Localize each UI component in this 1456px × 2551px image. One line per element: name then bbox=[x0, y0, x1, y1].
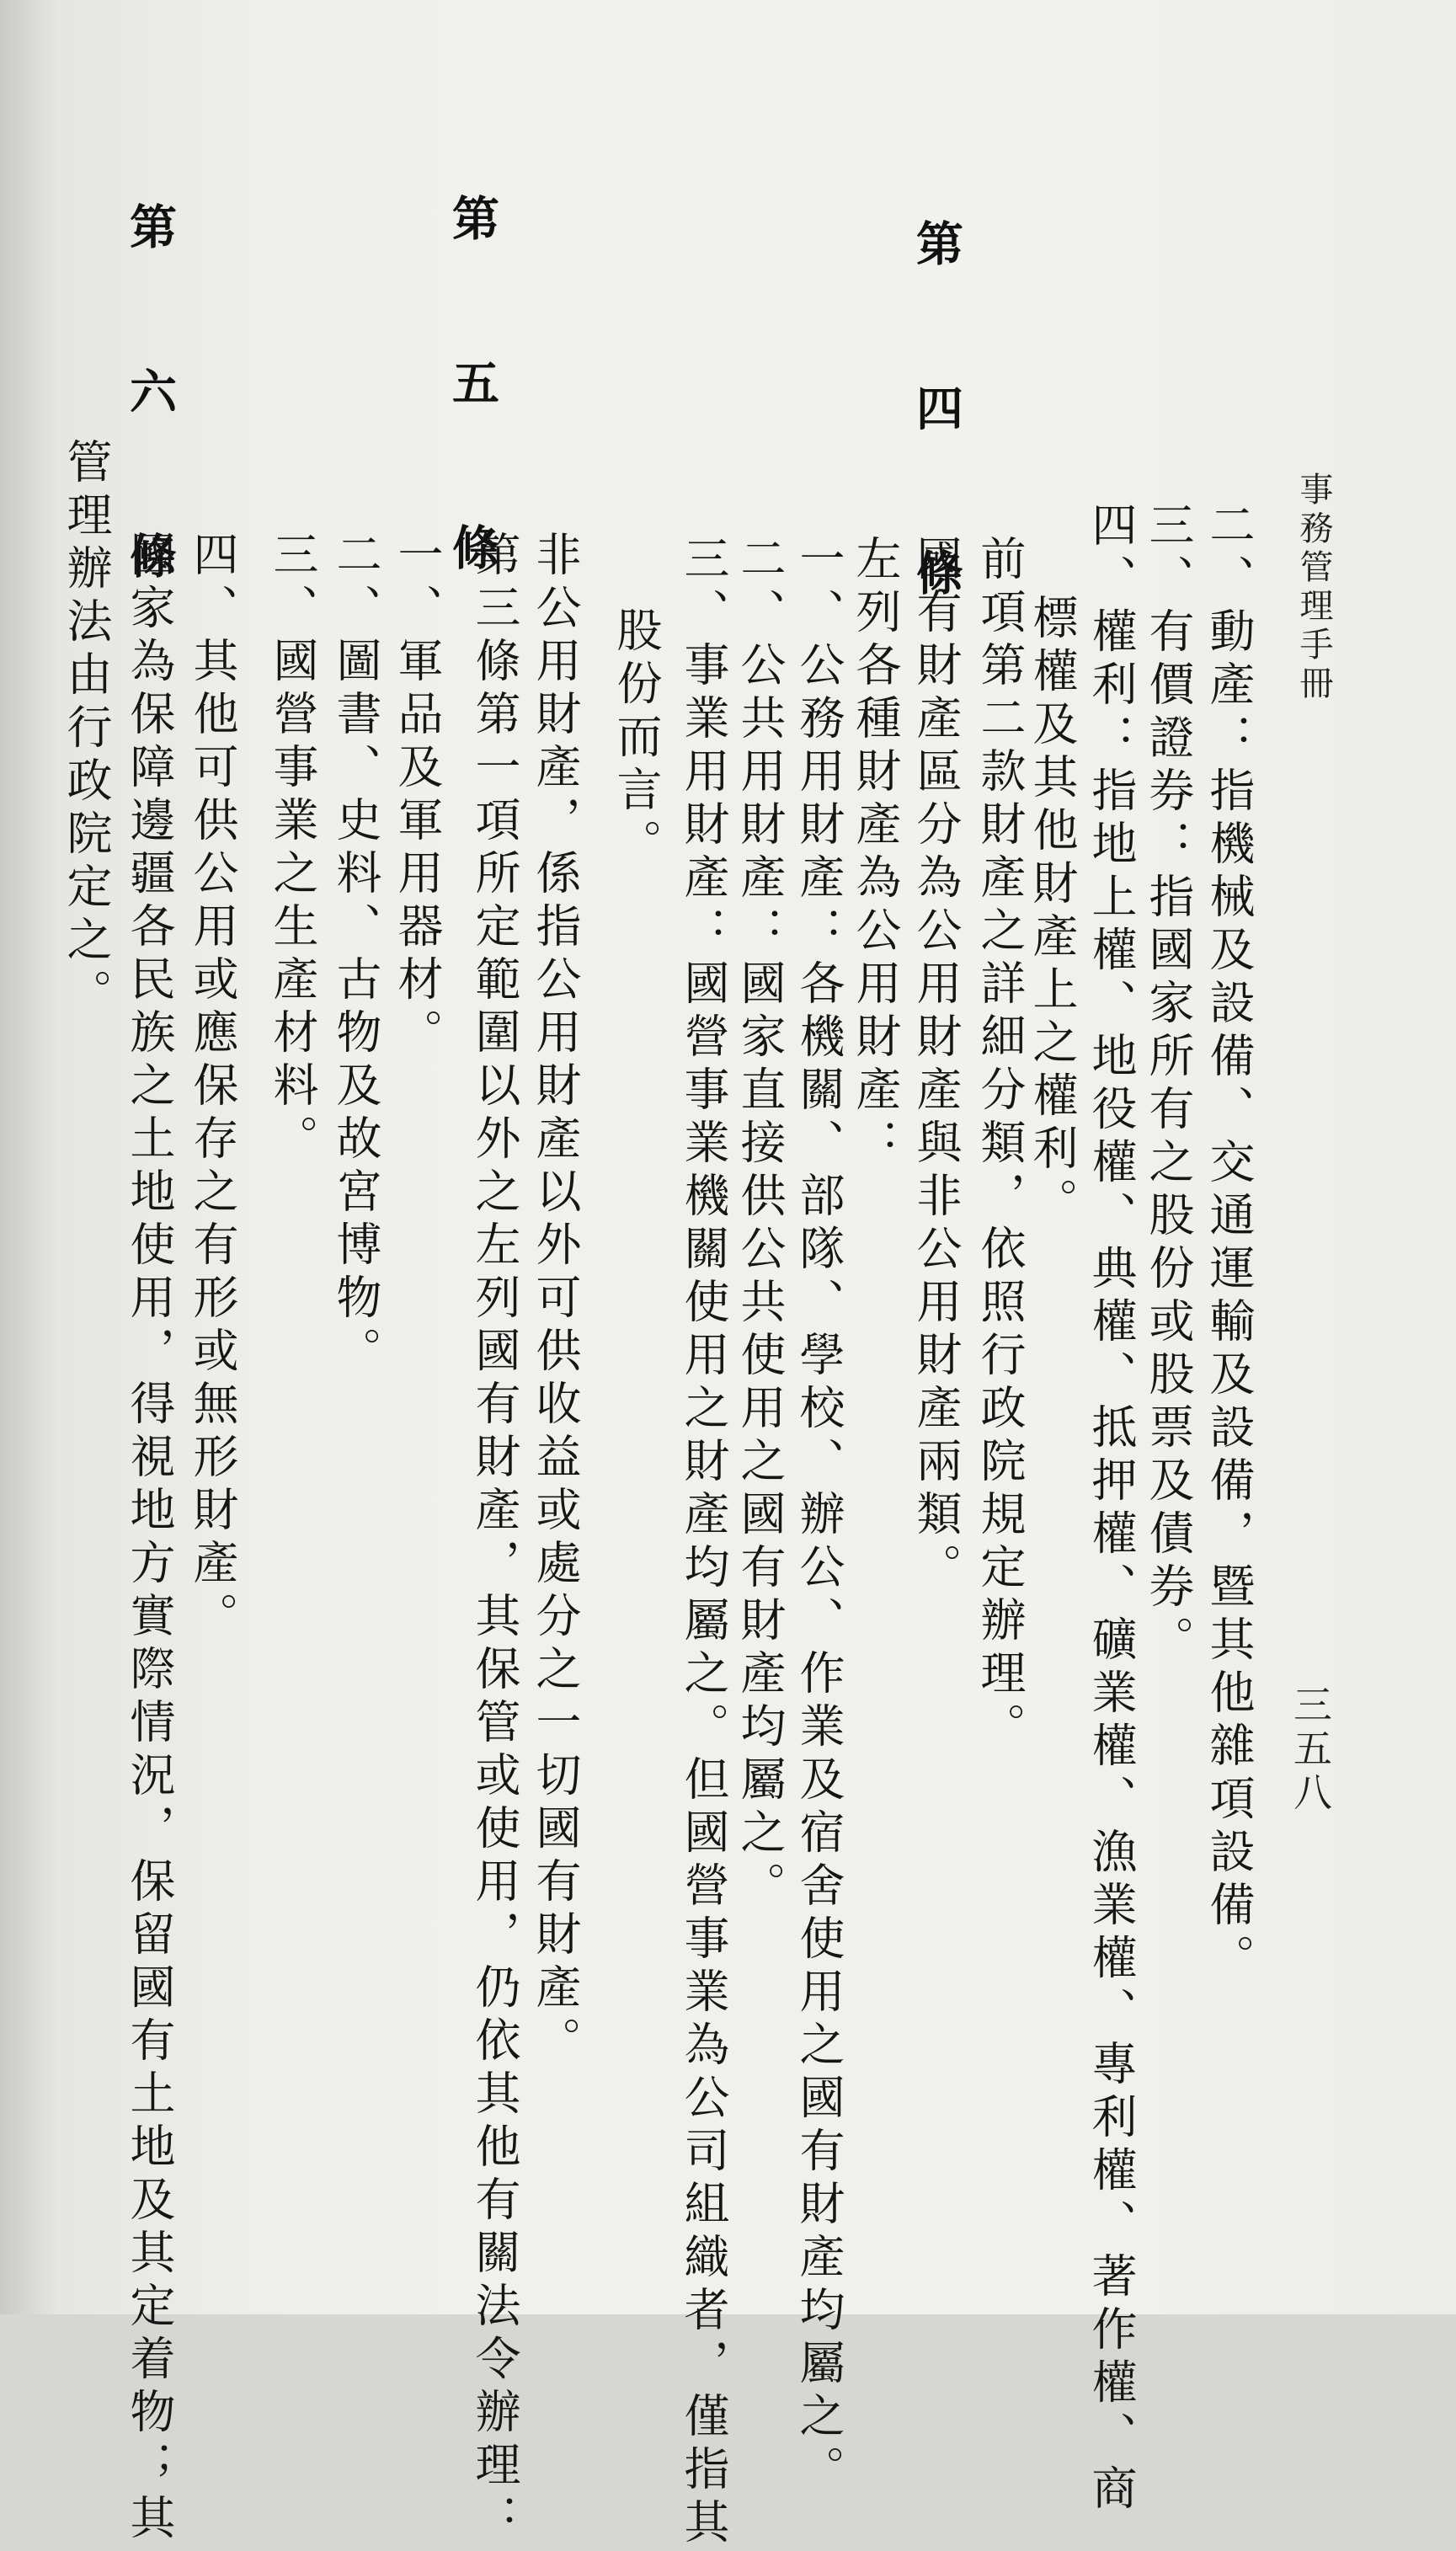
text-line-11: 股份而言。 bbox=[610, 606, 663, 872]
text-line-14: 一、軍品及軍用器材。 bbox=[391, 531, 444, 1061]
text-line-7: 左列各種財產為公用財產： bbox=[849, 535, 902, 1171]
text-line-4: 標權及其他財產上之權利。 bbox=[1026, 594, 1079, 1230]
text-line-13: 第三條第一項所定範圍以外之左列國有財產，其保管或使用，仍依其他有關法令辦理： bbox=[468, 531, 521, 2547]
article-title-5: 第 五 條 bbox=[445, 194, 500, 621]
page-number: 三五八 bbox=[1288, 1684, 1333, 1816]
text-line-9: 二、公共用財產：國家直接供公共使用之國有財產均屬之。 bbox=[733, 535, 787, 1914]
text-line-5: 前項第二款財產之詳細分類，依照行政院規定辦理。 bbox=[973, 535, 1027, 1755]
text-line-19: 管理辦法由行政院定之。 bbox=[60, 438, 113, 1022]
running-header: 事務管理手冊 bbox=[1294, 472, 1333, 704]
article-title-4: 第 四 條 bbox=[909, 219, 964, 646]
text-line-2: 三、有價證券：指國家所有之股份或股票及債券。 bbox=[1142, 501, 1195, 1668]
text-line-1: 二、動產：指機械及設備、交通運輸及設備，暨其他雜項設備。 bbox=[1203, 501, 1256, 1987]
text-line-10: 三、事業用財產：國營事業機關使用之財產均屬之。但國營事業為公司組織者，僅指其 bbox=[677, 535, 730, 2551]
article-title-6: 第 六 條 bbox=[122, 202, 178, 629]
text-line-15: 二、圖書、史料、古物及故宮博物。 bbox=[329, 531, 382, 1380]
text-line-12: 非公用財產，係指公用財產以外可供收益或處分之一切國有財產。 bbox=[529, 531, 582, 2069]
text-line-17: 四、其他可供公用或應保存之有形或無形財產。 bbox=[186, 531, 239, 1645]
text-line-18: 國家為保障邊疆各民族之土地使用，得視地方實際情況，保留國有土地及其定着物；其 bbox=[123, 531, 176, 2547]
text-line-6: 國有財產區分為公用財產與非公用財產兩類。 bbox=[909, 535, 963, 1596]
text-line-8: 一、公務用財產：各機關、部隊、學校、辦公、作業及宿舍使用之國有財產均屬之。 bbox=[792, 535, 845, 2498]
text-line-3: 四、權利：指地上權、地役權、典權、抵押權、礦業權、漁業權、專利權、著作權、商 bbox=[1085, 501, 1138, 2517]
text-line-16: 三、國營事業之生產材料。 bbox=[266, 531, 319, 1167]
